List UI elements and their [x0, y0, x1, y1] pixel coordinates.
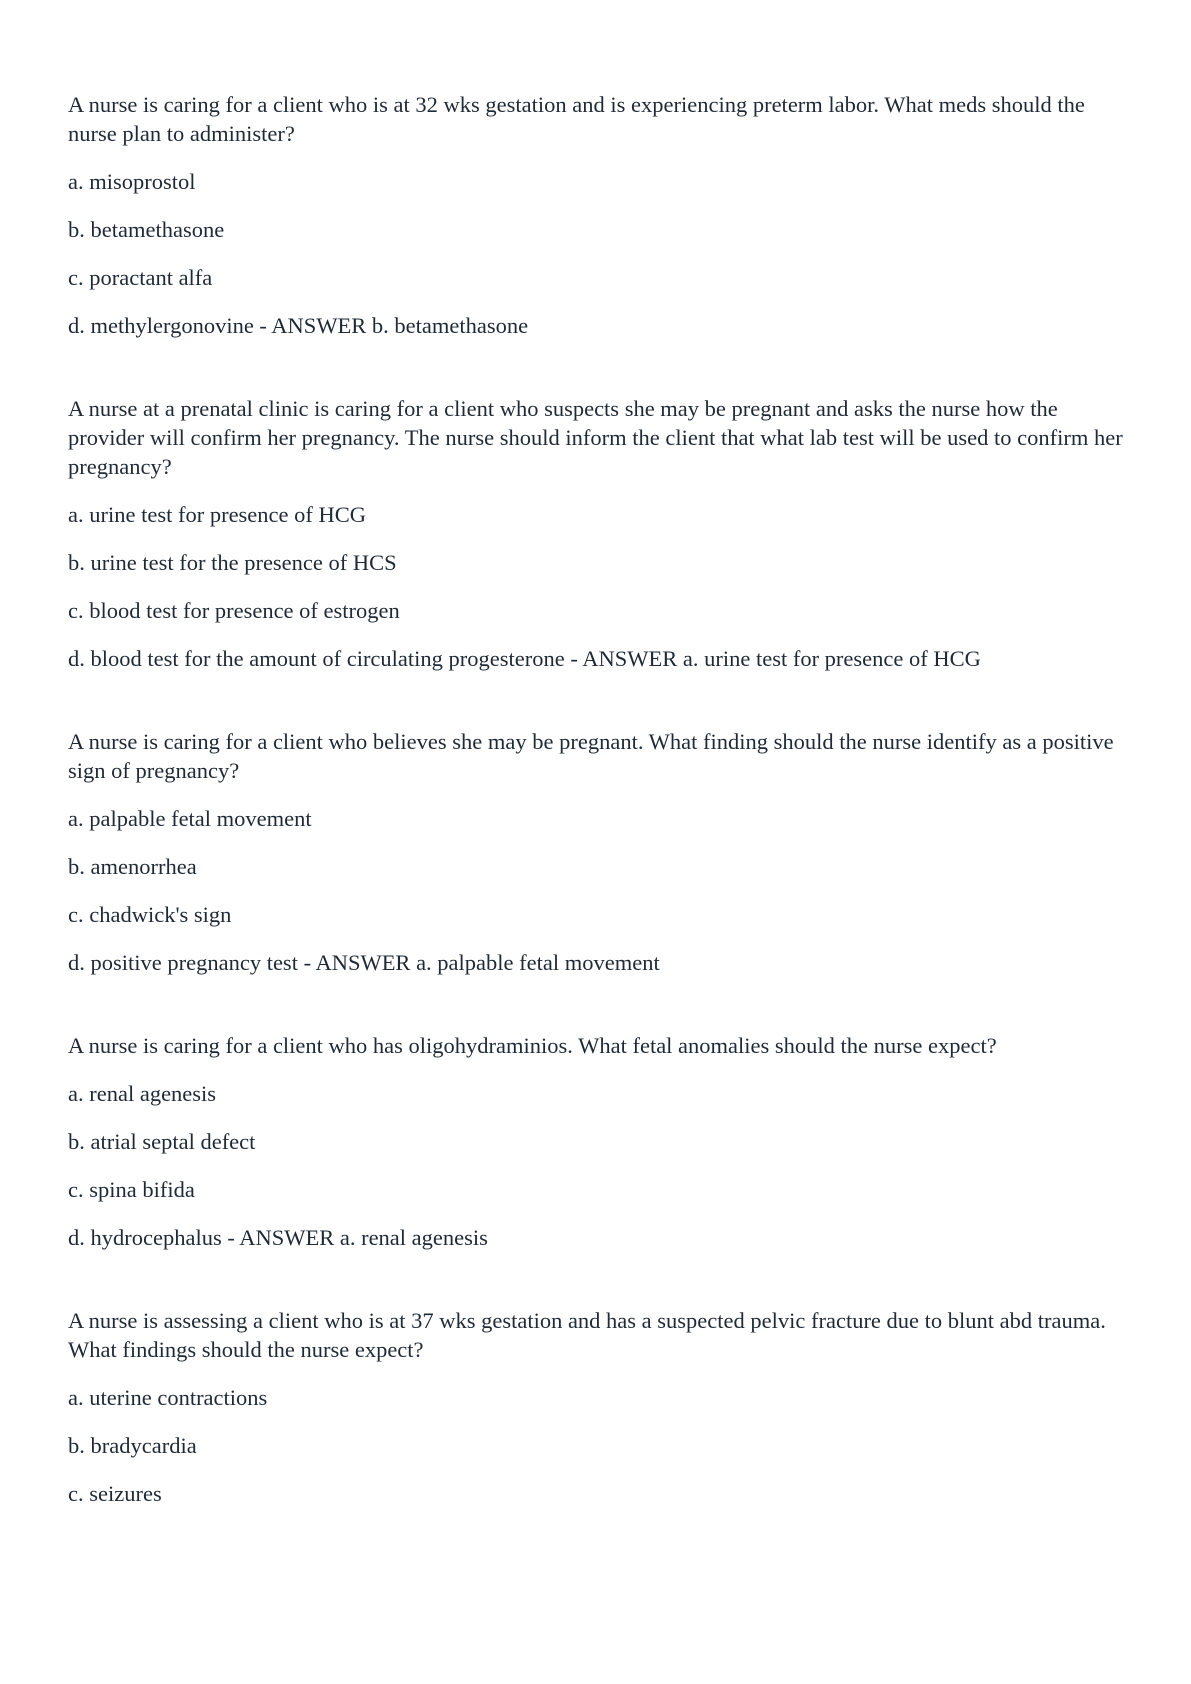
answer-option: c. blood test for presence of estrogen — [68, 598, 400, 623]
answer-option: d. blood test for the amount of circulating progesterone - ANSWER a. urine test for presence of HCG — [68, 646, 981, 671]
answer-option: b. bradycardia — [68, 1433, 197, 1458]
answer-option: d. methylergonovine - ANSWER b. betamethasone — [68, 313, 529, 338]
question-text: A nurse is caring for a client who is at 32 wks gestation and is experiencing preterm labor. What meds should the nurse plan to administer? — [68, 92, 1085, 146]
question-text: A nurse is caring for a client who has oligohydraminios. What fetal anomalies should the nurse expect? — [68, 1033, 997, 1058]
answer-option: a. uterine contractions — [68, 1385, 268, 1410]
answer-option: b. betamethasone — [68, 217, 225, 242]
answer-option: b. urine test for the presence of HCS — [68, 550, 397, 575]
question-block — [68, 1031, 1128, 1252]
document-page — [68, 90, 1128, 1527]
answer-option: b. amenorrhea — [68, 854, 197, 879]
answer-option: c. poractant alfa — [68, 265, 213, 290]
question-block — [68, 727, 1128, 977]
answer-option: a. urine test for presence of HCG — [68, 502, 367, 527]
question-text: A nurse is assessing a client who is at 37 wks gestation and has a suspected pelvic fracture due to blunt abd trauma. What findings should the nurse expect? — [68, 1308, 1106, 1362]
question-text: A nurse is caring for a client who believes she may be pregnant. What finding should the nurse identify as a positive sign of pregnancy? — [68, 729, 1114, 783]
answer-option: b. atrial septal defect — [68, 1129, 256, 1154]
answer-option: c. chadwick's sign — [68, 902, 232, 927]
answer-option: a. misoprostol — [68, 169, 196, 194]
answer-option: d. hydrocephalus - ANSWER a. renal agenesis — [68, 1225, 488, 1250]
answer-option: d. positive pregnancy test - ANSWER a. palpable fetal movement — [68, 950, 660, 975]
answer-option: c. spina bifida — [68, 1177, 195, 1202]
question-block — [68, 90, 1128, 340]
answer-option: a. renal agenesis — [68, 1081, 217, 1106]
question-block — [68, 394, 1128, 673]
question-text: A nurse at a prenatal clinic is caring for a client who suspects she may be pregnant and asks the nurse how the provider will confirm her pregnancy. The nurse should inform the client that what lab test will be used to confirm her pregnancy? — [68, 396, 1123, 479]
question-block — [68, 1306, 1128, 1508]
answer-option: c. seizures — [68, 1481, 162, 1506]
answer-option: a. palpable fetal movement — [68, 806, 312, 831]
